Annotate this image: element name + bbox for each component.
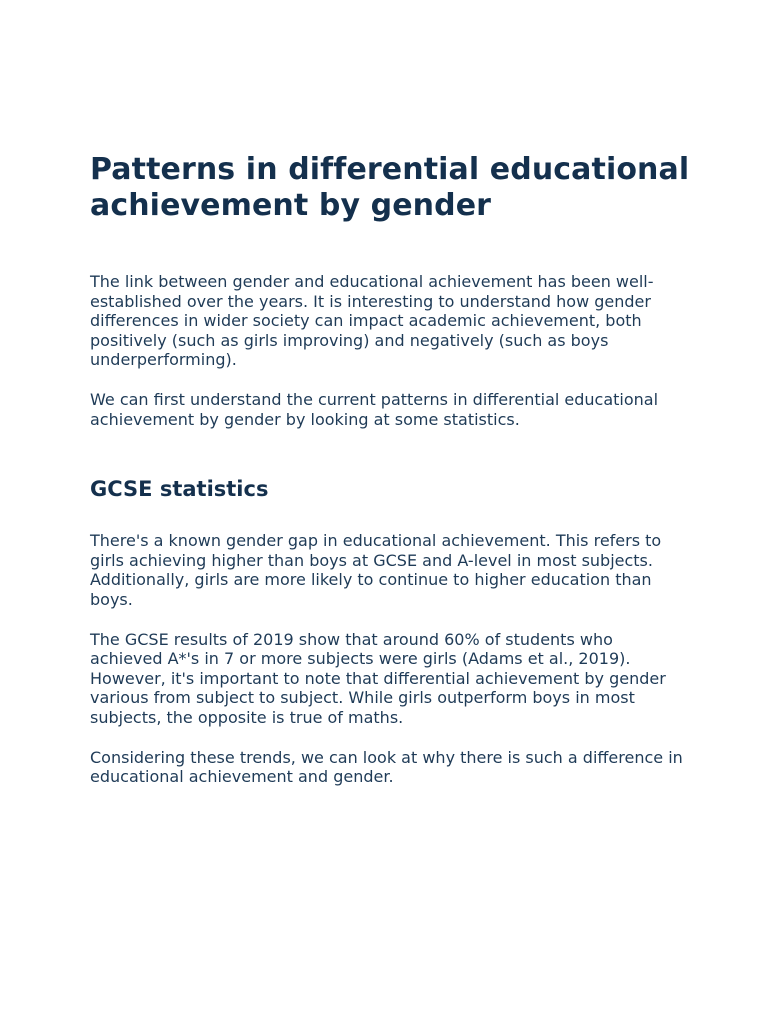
intro-paragraph-2: We can first understand the current patterns in differential educational achievement by gender by looking at some statistics. xyxy=(90,389,659,429)
page-title: Patterns in differential educational achievement by gender xyxy=(90,152,690,223)
document-body xyxy=(90,152,690,787)
section-paragraph-3: Considering these trends, we can look at why there is such a difference in educational achievement and gender. xyxy=(90,747,683,787)
section-paragraph-1: There's a known gender gap in educational achievement. This refers to girls achieving higher than boys at GCSE and A-level in most subjects. Additionally, girls are more likely to continue to higher education than boys. xyxy=(90,531,662,609)
intro-paragraph-1: The link between gender and educational achievement has been well-established over the years. It is interesting to understand how gender differences in wider society can impact academic achievement, both positively (such as girls improving) and negatively (such as boys underperforming). xyxy=(90,272,654,370)
section-paragraph-2: The GCSE results of 2019 show that around 60% of students who achieved A*'s in 7 or more subjects were girls (Adams et al., 2019). However, it's important to note that differential achievement by gender various from subject to subject. While girls outperform boys in most subjects, the opposite is true of maths. xyxy=(90,629,666,727)
section-heading: GCSE statistics xyxy=(90,477,269,502)
